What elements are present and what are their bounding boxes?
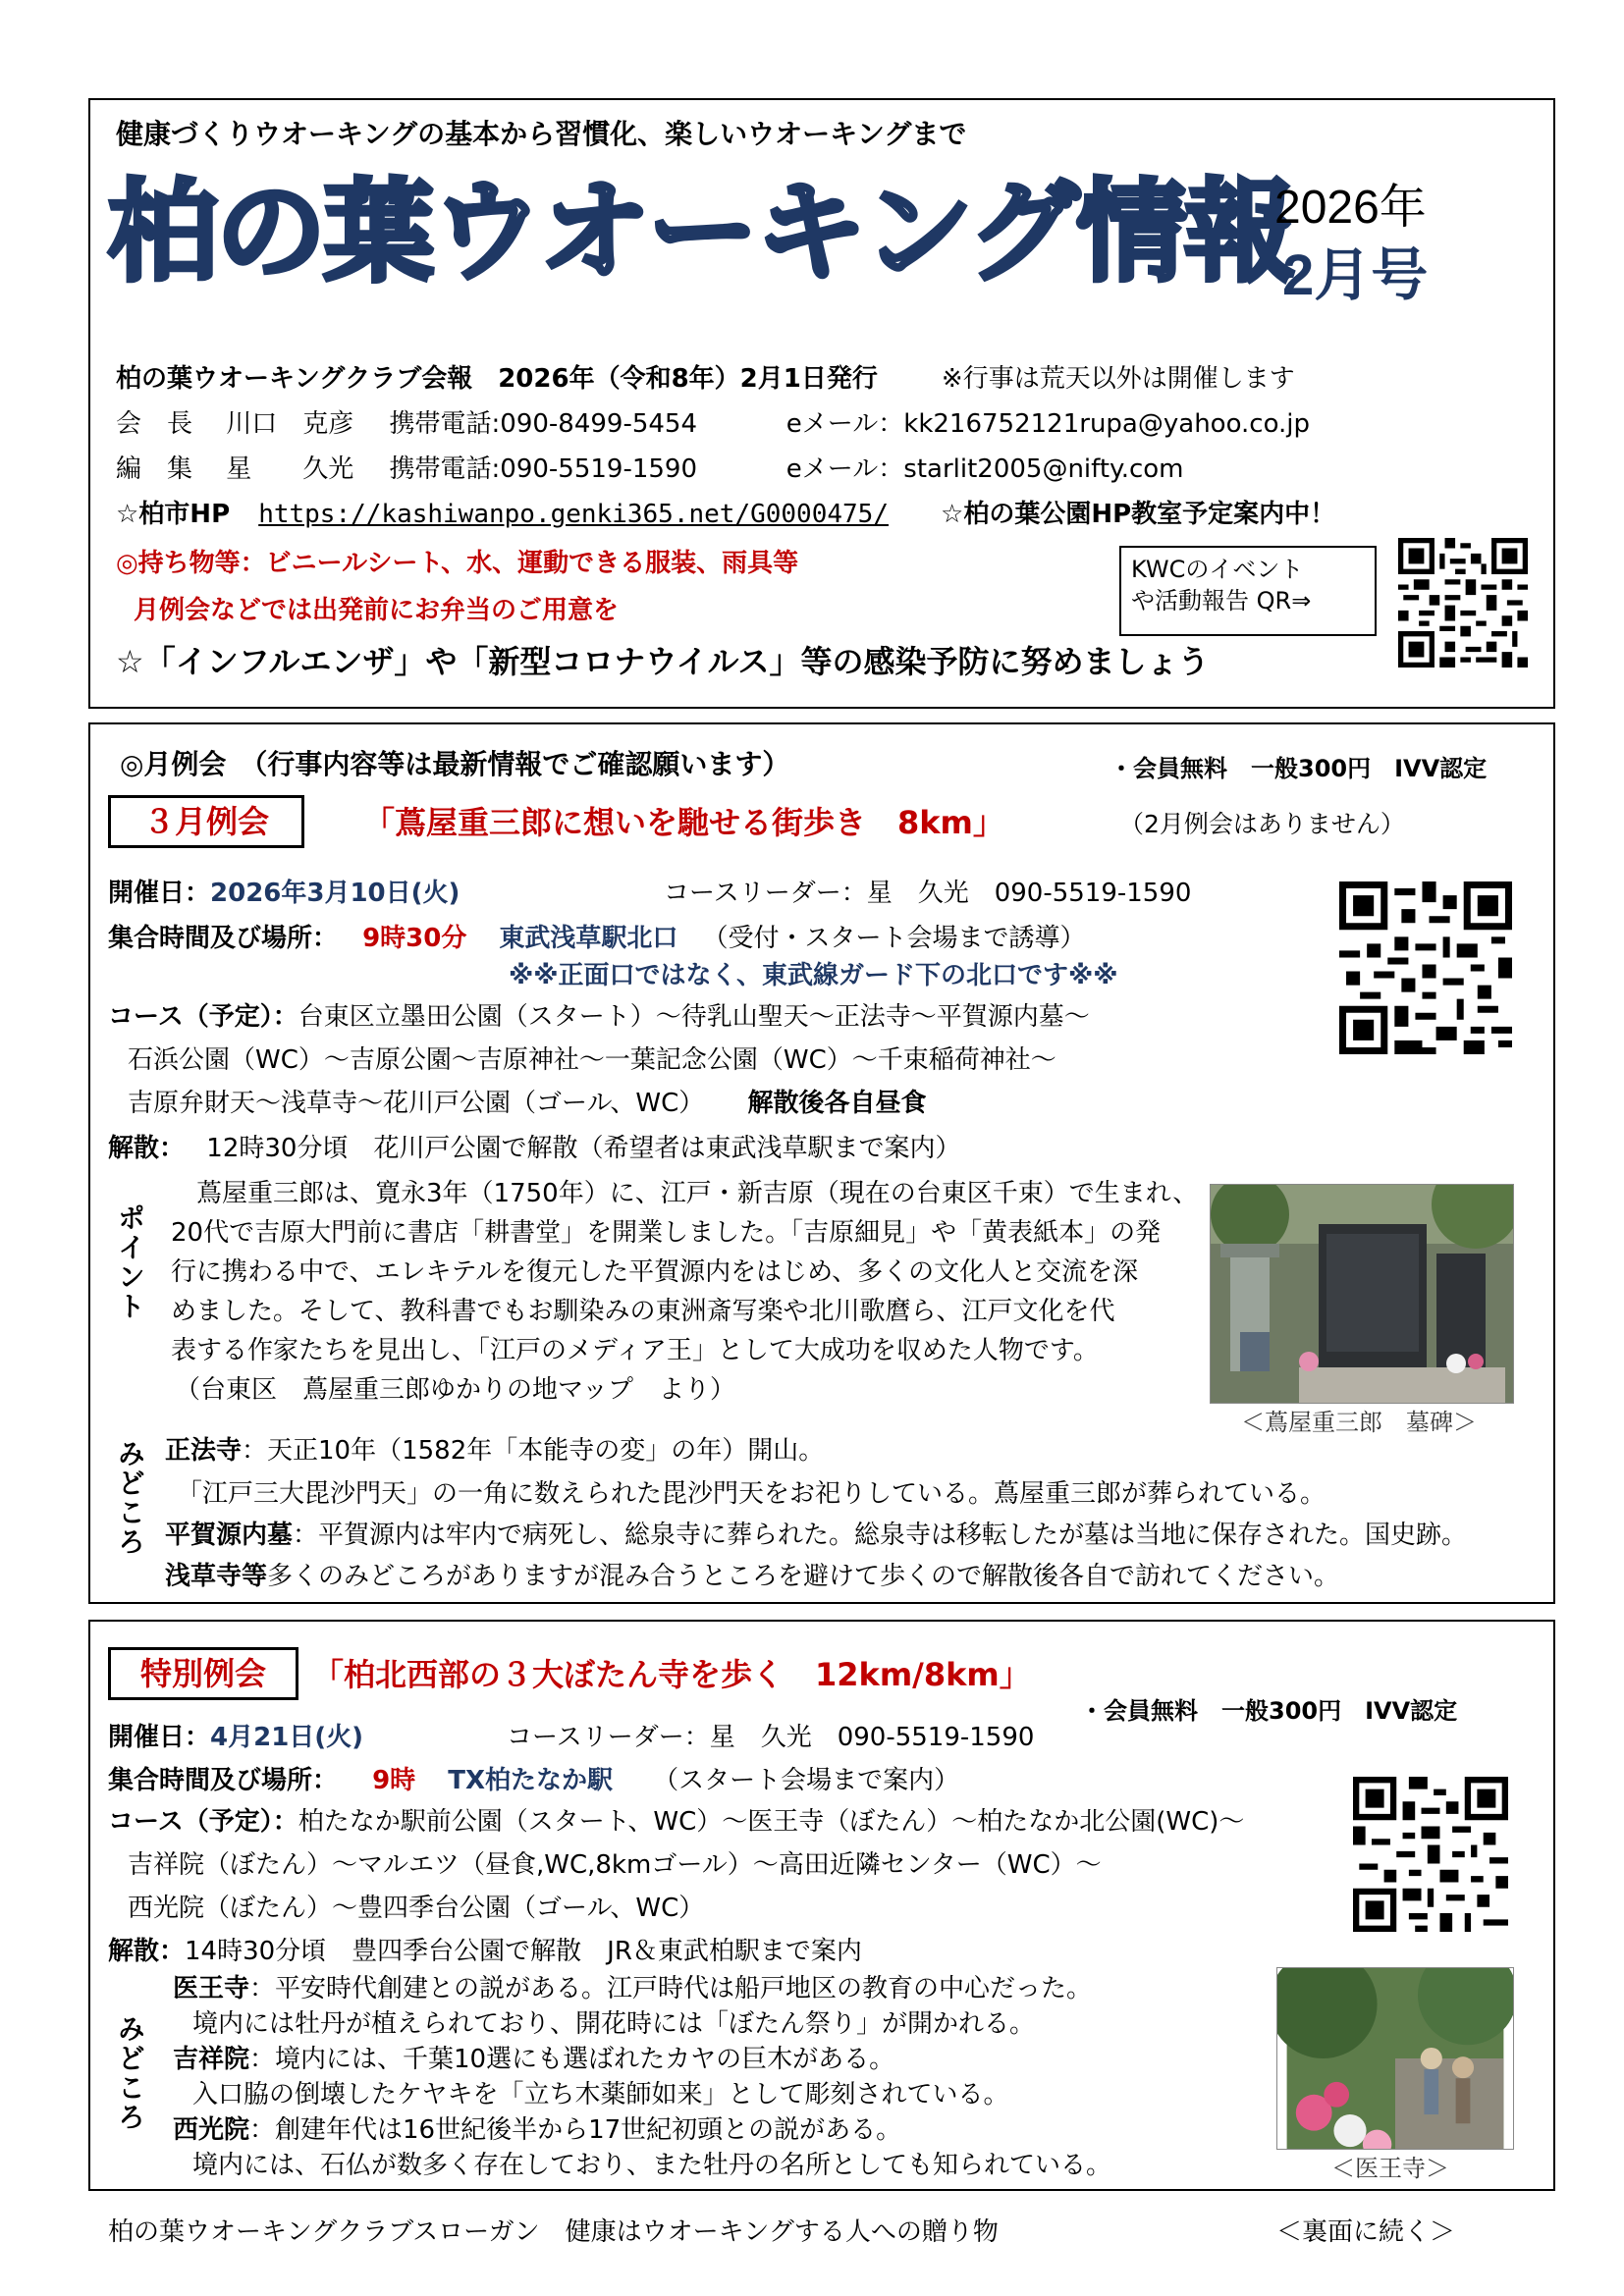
course-3b: 解散後各自昼食 [747,1089,927,1118]
belongings: ◎持ち物等：ビニールシート、水、運動できる服装、雨具等 [116,549,799,578]
monthly-dismiss [108,1133,960,1164]
publication: 柏の葉ウオーキングクラブ会報 2026年（令和8年）2月1日発行 [116,364,878,394]
special-dismiss [108,1936,862,1967]
special-course-1: 柏たなか駅前公園（スタート、WC）～医王寺（ぼたん）～柏たなか北公園(WC)～ [298,1807,1245,1837]
monthly-date-line [108,878,460,909]
special-m2b-line: 入口脇の倒壊したケヤキを「立ち木薬師如来」として彫刻されている。 [192,2080,1009,2109]
meet-label: 集合時間及び場所： [108,924,339,953]
course-label: コース（予定）： [108,1002,298,1032]
special-m2-line [173,2044,894,2075]
special-date-value: 4月21日(火) [210,1723,364,1752]
editor-phone: 携帯電話:090-5519-1590 [389,454,698,484]
footer-slogan: 柏の葉ウオーキングクラブスローガン 健康はウオーキングする人への贈り物 [108,2217,999,2247]
point-text [171,1174,1198,1410]
monthly-course-line2: 石浜公園（WC）～吉原公園～吉原神社～一葉記念公園（WC）～千束稲荷神社～ [128,1045,1056,1075]
special-course-line3: 西光院（ぼたん）～豊四季台公園（ゴール、WC） [128,1894,705,1923]
special-leader: コースリーダー：星 久光 090-5519-1590 [507,1723,1035,1752]
point-4: めました。そして、教科書でもお馴染みの東洲斎写楽や北川歌麿ら、江戸文化を代 [171,1297,1115,1326]
point-label: ポイント [114,1203,146,1321]
monthly-fee: ・会員無料 一般300円 IVV認定 [1110,755,1488,782]
monthly-m1b-line: 「江戸三大毘沙門天」の一角に数えられた毘沙門天をお祀りしている。蔦屋重三郎が葬られている。 [177,1479,1326,1509]
kwc-qr-code[interactable] [1398,538,1528,667]
special-m3-label: 西光院 [173,2115,250,2145]
grave-photo-caption: ＜蔦屋重三郎 墓碑＞ [1241,1409,1477,1436]
hp-link[interactable]: https://kashiwanpo.genki365.net/G0000475/ [258,500,889,529]
monthly-course-line1 [108,1001,1090,1033]
special-label: 特別例会 [108,1647,298,1700]
kwc-qr-line1: KWCのイベント [1131,556,1304,583]
editor-email: eメール：starlit2005@nifty.com [785,454,1184,484]
dismiss-text: 12時30分頃 花川戸公園で解散（希望者は東武浅草駅まで案内） [206,1134,961,1163]
lunch-note: 月例会などでは出発前にお弁当のご用意を [134,596,620,625]
special-m3-text: ：創建年代は16世紀後半から17世紀初頭との説がある。 [249,2115,902,2145]
special-m2-text: ：境内には、千葉10選にも選ばれたカヤの巨木がある。 [249,2045,895,2074]
footer-continue: ＜裏面に続く＞ [1276,2217,1456,2247]
meet-note: （受付・スタート会場まで誘導） [702,924,1086,953]
monthly-title: 「蔦屋重三郎に想いを馳せる街歩き 8km」 [363,804,1004,841]
date-label: 開催日： [108,879,211,908]
infection-notice: ☆「インフルエンザ」や「新型コロナウイルス」等の感染予防に努めましょう [116,643,1210,680]
course-1: 台東区立墨田公園（スタート）～待乳山聖天～正法寺～平賀源内墓～ [298,1002,1090,1032]
issue-year: 2026年 [1274,182,1427,234]
meet-warning: ※※正面口ではなく、東武線ガード下の北口です※※ [509,961,1118,990]
special-course-line1 [108,1806,1244,1838]
m3-label: 浅草寺等 [165,1562,268,1591]
special-title: 「柏北西部の３大ぼたん寺を歩く 12km/8km」 [312,1656,1031,1693]
hp-label: ☆柏市HP [116,500,231,529]
president-role: 会 長 [116,409,193,439]
m2-label: 平賀源内墓 [165,1521,294,1550]
point-6: （台東区 蔦屋重三郎ゆかりの地マップ より） [175,1375,735,1405]
hp-line [116,499,1335,530]
president-phone: 携帯電話:090-8499-5454 [389,409,698,439]
president-name: 川口 克彦 [226,409,354,439]
special-m1-text: ：平安時代創建との説がある。江戸時代は船戸地区の教育の中心だった。 [249,1974,1093,2003]
special-dismiss-label: 解散： [108,1937,186,1966]
monthly-m2-line [165,1520,1467,1551]
monthly-m3-line [165,1561,1339,1592]
special-date-label: 開催日： [108,1723,211,1752]
special-meet-line [108,1765,959,1796]
kwc-qr-line2: や活動報告 QR⇒ [1131,587,1312,614]
grave-photo [1210,1184,1514,1404]
special-qr-code[interactable] [1353,1777,1508,1932]
president-line [116,408,1310,440]
date-value: 2026年3月10日(火) [210,879,460,908]
point-3: 行に携わる中で、エレキテルを復元した平賀源内をはじめ、多くの文化人と交流を深 [171,1257,1139,1287]
monthly-course-line3 [128,1088,927,1119]
special-meet-time: 9時 [372,1766,416,1795]
monthly-note: （2月例会はありません） [1119,810,1405,838]
special-meet-place: TX柏たなか駅 [448,1766,614,1795]
monthly-label: ３月例会 [108,795,304,848]
m2-text: ：平賀源内は牢内で病死し、総泉寺に葬られた。総泉寺は移転したが墓は当地に保存された。国史跡。 [293,1521,1468,1550]
meet-time: 9時30分 [362,924,467,953]
monthly-qr-code[interactable] [1339,881,1512,1054]
monthly-heading: ◎月例会 （行事内容等は最新情報でご確認願います） [120,748,790,780]
special-m1b-line: 境内には牡丹が植えられており、開花時には「ぼたん祭り」が開かれる。 [192,2009,1036,2039]
point-5: 表する作家たちを見出し、「江戸のメディア王」として大成功を収めた人物です。 [171,1336,1099,1365]
special-meet-note: （スタート会場まで案内） [653,1766,960,1795]
point-2: 20代で吉原大門前に書店「耕書堂」を開業しました。「吉原細見」や「黄表紙本」の発 [171,1218,1162,1248]
monthly-meet-line [108,923,1086,954]
dismiss-label: 解散： [108,1134,186,1163]
special-m1-line [173,1973,1092,2004]
special-m1-label: 医王寺 [173,1974,250,2003]
president-email: eメール：kk216752121rupa@yahoo.co.jp [785,409,1311,439]
m1-text: ：天正10年（1582年「本能寺の変」の年）開山。 [242,1436,825,1466]
special-course-line2: 吉祥院（ぼたん）～マルエツ（昼食,WC,8kmゴール）～高田近隣センター（WC）～ [128,1850,1102,1880]
special-m3b-line: 境内には、石仏が数多く存在しており、また牡丹の名所としても知られている。 [192,2151,1112,2180]
m1-label: 正法寺 [165,1436,243,1466]
publication-line [116,363,1295,395]
main-title: 柏の葉ウオーキング情報 [108,169,1293,296]
iouji-photo-caption: ＜医王寺＞ [1331,2155,1449,2182]
monthly-m1-line [165,1435,824,1467]
monthly-midokoro-label: みどころ [114,1439,146,1557]
issue-month: 2月号 [1282,243,1429,307]
park-hp: ☆柏の葉公園HP教室予定案内中！ [941,500,1336,529]
iouji-photo [1276,1967,1514,2150]
meet-place: 東武浅草駅北口 [499,924,678,953]
notice: ※行事は荒天以外は開催します [941,364,1295,394]
special-m3-line [173,2114,901,2146]
monthly-leader: コースリーダー：星 久光 090-5519-1590 [664,879,1192,908]
course-3: 吉原弁財天～浅草寺～花川戸公園（ゴール、WC） [128,1089,705,1118]
m3-text: 多くのみどころがありますが混み合うところを避けて歩くので解散後各自で訪れてください。 [267,1562,1340,1591]
special-fee: ・会員無料 一般300円 IVV認定 [1080,1697,1458,1725]
point-1: 蔦屋重三郎は、寛永3年（1750年）に、江戸・新吉原（現在の台東区千束）で生まれ、 [196,1179,1199,1208]
special-course-label: コース（予定）： [108,1807,298,1837]
editor-role: 編 集 [116,454,193,484]
special-dismiss-text: 14時30分頃 豊四季台公園で解散 JR＆東武柏駅まで案内 [185,1937,862,1966]
editor-name: 星 久光 [226,454,354,484]
special-m2-label: 吉祥院 [173,2045,250,2074]
kwc-qr-label [1119,546,1377,636]
editor-line [116,454,1184,485]
special-meet-label: 集合時間及び場所： [108,1766,339,1795]
special-date-line [108,1722,363,1753]
tagline: 健康づくりウオーキングの基本から習慣化、楽しいウオーキングまで [116,118,967,150]
special-midokoro-label: みどころ [114,2014,146,2132]
